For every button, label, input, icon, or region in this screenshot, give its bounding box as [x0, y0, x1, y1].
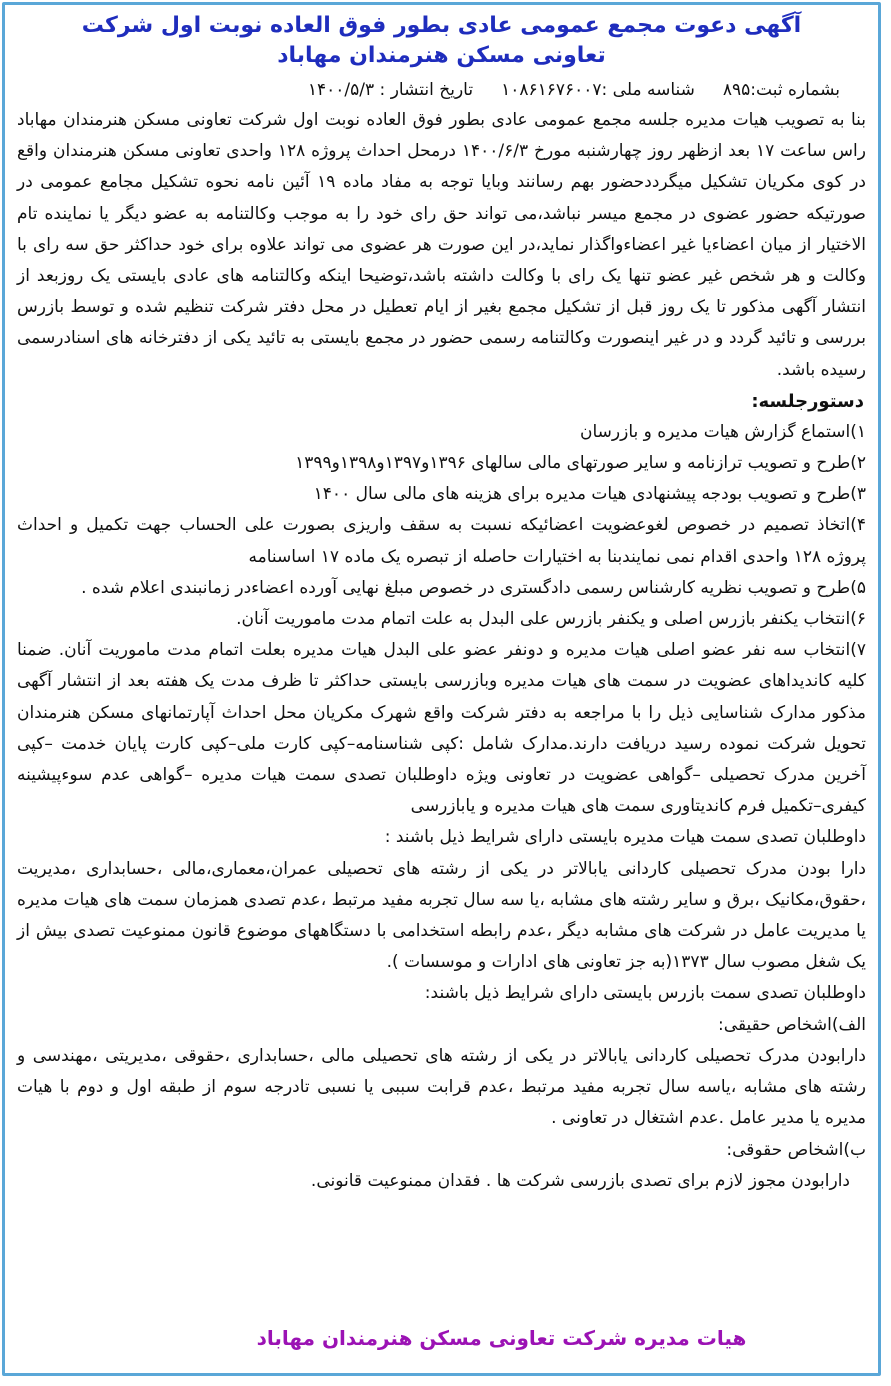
agenda-item-1: ۱)استماع گزارش هیات مدیره و بازرسان: [580, 421, 866, 442]
agenda-item-7: ۷)انتخاب سه نفر عضو اصلی هیات مدیره و دونفر عضو علی البدل هیات مدیره بعلت اتمام مدت ماموریت آنان. ضمنا کلیه کاندیداهای عضویت در سمت های هیات مدیره وبازرسی بایستی حداکثر تا ظرف مدت یک هفته بعد از انتشار آگهی مذکور مدارک شناسایی ذیل را با مراجعه به دفتر شرکت واقع شهرک مکریان محل احداث آپارتمانهای مسکن هنرمندان تحویل شرکت نموده رسید دریافت دارند.مدارک شامل :کپی شناسنامه–کپی کارت ملی–کپی کارت پایان خدمت –کپی آخرین مدرک تحصیلی –گواهی عضویت در تعاونی ویژه داوطلبان تصدی سمت هیات مدیره –گواهی عدم سوءپیشینه کیفری–تکمیل فرم کاندیتاوری سمت های هیات مدیره و یابازرسی: [17, 640, 866, 817]
publication-date: تاریخ انتشار : ۱۴۰۰/۵/۳: [307, 80, 474, 100]
legal-persons-text: دارابودن مجوز لازم برای تصدی بازرسی شرکت ها . فقدان ممنوعیت قانونی.: [310, 1170, 850, 1191]
registration-info: [17, 75, 866, 105]
board-requirements-heading: داوطلبان تصدی سمت هیات مدیره بایستی دارای شرایط ذیل باشند :: [384, 827, 866, 848]
advertisement-frame: [2, 2, 881, 1376]
agenda-item-3: ۳)طرح و تصویب بودجه پیشنهادی هیات مدیره برای هزینه های مالی سال ۱۴۰۰: [313, 484, 866, 505]
intro-paragraph: بنا به تصویب هیات مدیره جلسه مجمع عمومی عادی بطور فوق العاده نوبت اول شرکت تعاونی مسکن هنرمندان مهاباد راس ساعت ۱۷ بعد ازظهر روز چهارشنبه مورخ ۱۴۰۰/۶/۳ درمحل احداث پروژه ۱۲۸ واحدی تعاونی مسکن هنرمندان واقع در کوی مکریان تشکیل میگرددحضور بهم رسانند وبایا توجه به مفاد ماده ۱۹ آئین نامه نحوه تشکیل مجامع عمومی در صورتیکه حضور عضوی در مجمع میسر نباشد،می تواند حق رای خود را به موجب وکالتنامه به عضو دیگر یا نماینده تام الاختیار از میان اعضاءیا غیر اعضاءواگذار نماید،در این صورت هر عضوی می تواند علاوه برای خود حداکثر حق سه رای با وکالت و هر شخص غیر عضو تنها یک رای با وکالت داشته باشد،توضیحا اینکه وکالتنامه های عادی بایستی یک روزبعد از انتشار آگهی مذکور تا یک روز قبل از تشکیل مجمع بغیر از ایام تعطیل در محل دفتر شرکت تنظیم شده و توسط بازرس بررسی و تائید گردد و در غیر اینصورت وکالتنامه رسمی حضور در مجمع بایستی به تائید یکی از دفترخانه های اسنادرسمی رسیده باشد.: [17, 110, 866, 380]
ad-title-line-2: تعاونی مسکن هنرمندان مهاباد: [277, 43, 606, 68]
national-id: شناسه ملی :۱۰۸۶۱۶۷۶۰۰۷: [501, 80, 695, 100]
agenda-item-2: ۲)طرح و تصویب ترازنامه و سایر صورتهای مالی سالهای ۱۳۹۶و۱۳۹۷و۱۳۹۸و۱۳۹۹: [295, 453, 866, 474]
ad-title-line-1: آگهی دعوت مجمع عمومی عادی بطور فوق العاده نوبت اول شرکت: [81, 13, 802, 38]
legal-persons-heading: ب)اشخاص حقوقی:: [726, 1139, 866, 1160]
agenda-item-6: ۶)انتخاب یکنفر بازرس اصلی و یکنفر بازرس علی البدل به علت اتمام مدت ماموریت آنان.: [236, 609, 866, 630]
board-signature: هیات مدیره شرکت تعاونی مسکن هنرمندان مهاباد: [256, 1326, 747, 1350]
agenda-item-5: ۵)طرح و تصویب نظریه کارشناس رسمی دادگستری در خصوص مبلغ نهایی آورده اعضاءدر زمانبندی اعلام شده .: [81, 577, 866, 598]
agenda-list: [17, 417, 866, 823]
board-requirements-text: دارا بودن مدرک تحصیلی کاردانی یابالاتر در یکی از رشته های تحصیلی عمران،معماری،مالی ،حسابداری ،مدیریت ،حقوق،مکانیک ،برق و سایر رشته های مشابه ،یا سه سال تجربه مفید مرتبط ،عدم تصدی همزمان سمت های هیات مدیره یا مدیریت عامل در شرکت های مشابه دیگر ،عدم رابطه استخدامی با دستگاههای موضوع قانون ممنوعیت تصدی بیش از یک شغل مصوب سال ۱۳۷۳(به جز تعاونی های ادارات و موسسات ).: [17, 858, 866, 973]
natural-persons-text: دارابودن مدرک تحصیلی کاردانی یابالاتر در یکی از رشته های تحصیلی مالی ،حسابداری ،حقوقی ،مدیریتی ،مهندسی و رشته های مشابه ،یاسه سال تجربه مفید مرتبط ،عدم قرابت سببی یا نسبی تادرجه سوم از طبقه اول و دوم با هیات مدیره یا مدیر عامل .عدم اشتغال در تعاونی .: [17, 1045, 866, 1129]
agenda-heading: دستورجلسه:: [751, 390, 864, 412]
natural-persons-heading: الف)اشخاص حقیقی:: [718, 1014, 866, 1035]
agenda-item-4: ۴)اتخاذ تصمیم در خصوص لغوعضویت اعضائیکه نسبت به سقف واریزی بصورت علی الحساب جهت تکمیل و احداث پروژه ۱۲۸ واحدی اقدام نمی نمایندبنا به اختیارات حاصله از تبصره یک ماده ۱۷ اساسنامه: [17, 515, 866, 567]
registration-number: بشماره ثبت:۸۹۵: [722, 80, 840, 100]
inspector-requirements-heading: داوطلبان تصدی سمت بازرس بایستی دارای شرایط ذیل باشند:: [424, 983, 866, 1004]
